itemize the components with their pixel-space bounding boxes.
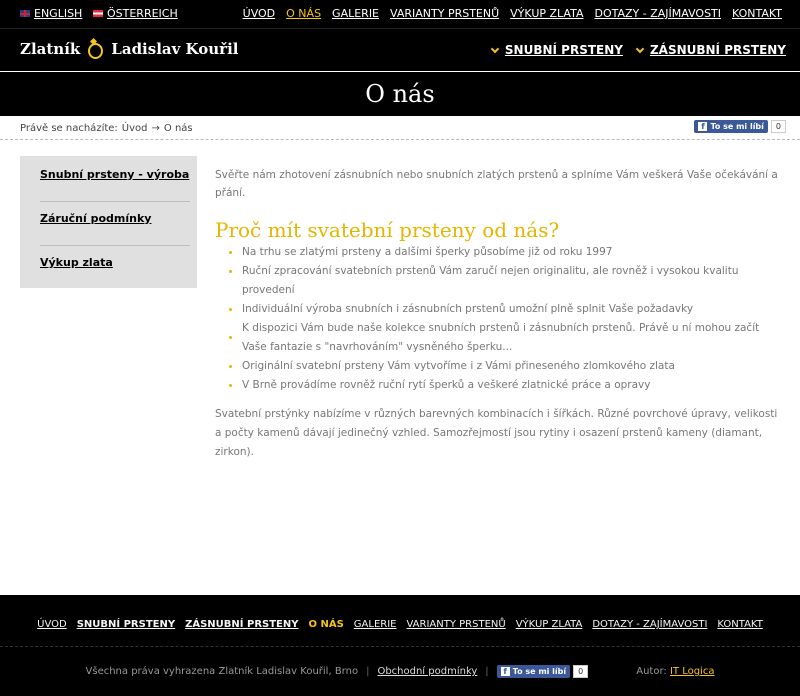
main-content [215, 166, 785, 462]
top-nav-uvod[interactable]: ÚVOD [242, 7, 276, 20]
austria-flag-icon [93, 10, 103, 17]
top-nav [243, 7, 782, 20]
top-nav-dotazy[interactable]: DOTAZY - ZAJÍMAVOSTI [594, 7, 722, 20]
footer-separator: | [366, 666, 370, 677]
footer-nav-varianty-prstenu[interactable]: VARIANTY PRSTENŮ [406, 619, 506, 630]
top-nav-o-nas[interactable]: O NÁS [286, 7, 322, 20]
list-item: Individuální výroba snubních i zásnubních prstenů umožní plně splnit Vaše požadavky [215, 300, 785, 319]
top-nav-varianty-prstenu[interactable]: VARIANTY PRSTENŮ [390, 7, 500, 20]
breadcrumb-home-link[interactable]: Úvod [121, 123, 148, 134]
main-nav [492, 43, 786, 57]
facebook-icon: f [501, 667, 510, 676]
outro-text: Svatební prstýnky nabízíme v různých barevných kombinacích i šířkách. Různé povrchové úpravy, velikosti a počty kamenů dávají jedinečný vzhled. Samozřejmostí jsou rytiny i osazení prstenů kameny (diamant, zirkon). [215, 408, 778, 458]
breadcrumb-arrow-icon: → [151, 123, 160, 134]
language-austria-link[interactable]: ÖSTERREICH [93, 7, 178, 20]
list-item: Ruční zpracování svatebních prstenů Vám zaručí nejen originalitu, ale rovněž i vysokou kvalitu provedení [215, 262, 785, 300]
top-nav-galerie[interactable]: GALERIE [332, 7, 380, 20]
sidebar-divider [40, 201, 190, 202]
footer-nav-snubni-prsteny[interactable]: SNUBNÍ PRSTENY [76, 619, 176, 630]
footer-nav-dotazy[interactable]: DOTAZY - ZAJÍMAVOSTI [592, 619, 708, 630]
title-band [0, 72, 800, 116]
sidebar-item-vykup-zlata[interactable]: Výkup zlata [40, 256, 113, 269]
footer-nav-zasnubni-prsteny[interactable]: ZÁSNUBNÍ PRSTENY [185, 619, 299, 630]
facebook-like-widget [694, 120, 786, 133]
facebook-like-button[interactable]: f To se mi líbí [497, 665, 570, 678]
footer-nav-galerie[interactable]: GALERIE [353, 619, 397, 630]
list-item: Originální svatební prsteny Vám vytvoříme i z Vámi přineseného zlomkového zlata [215, 357, 785, 376]
facebook-like-count: 0 [573, 665, 588, 678]
sidebar-item-snubni-prsteny-vyroba[interactable]: Snubní prsteny - výroba [40, 168, 190, 181]
list-item: Na trhu se zlatými prsteny a dalšími šperky působíme již od roku 1997 [215, 243, 785, 262]
intro-text: Svěřte nám zhotovení zásnubních nebo snubních zlatých prstenů a splníme Vám veškerá Vaše očekávání a přání. [215, 169, 778, 199]
sidebar-item-zarucni-podminky[interactable]: Záruční podmínky [40, 212, 152, 225]
content-heading: Proč mít svatební prsteny od nás? [215, 218, 560, 242]
copyright-text: Všechna práva vyhrazena Zlatník Ladislav Kouřil, Brno [85, 666, 359, 677]
breadcrumb-bar [0, 116, 800, 140]
terms-link[interactable]: Obchodní podmínky [377, 666, 478, 677]
main-nav-zasnubni-prsteny[interactable]: ZÁSNUBNÍ PRSTENY [637, 43, 786, 57]
footer-nav-o-nas[interactable]: O NÁS [308, 619, 344, 630]
top-bar [0, 0, 800, 28]
footer-divider [0, 646, 800, 647]
footer-nav-vykup-zlata[interactable]: VÝKUP ZLATA [515, 619, 583, 630]
sidebar [20, 156, 197, 288]
footer-nav-kontakt[interactable]: KONTAKT [717, 619, 763, 630]
page-title: O nás [365, 80, 435, 108]
language-english-link[interactable]: ENGLISH [20, 7, 82, 20]
facebook-like-count: 0 [771, 120, 786, 133]
footer-nav-uvod[interactable]: ÚVOD [37, 619, 67, 630]
footer-bottom [0, 665, 800, 678]
top-nav-kontakt[interactable]: KONTAKT [732, 7, 782, 20]
site-footer [0, 595, 800, 696]
chevron-down-icon [636, 44, 644, 52]
chevron-down-icon [491, 44, 499, 52]
list-item: V Brně provádíme rovněž ruční rytí šperků a veškeré zlatnické práce a opravy [215, 376, 785, 395]
footer-separator: | [485, 666, 489, 677]
breadcrumb-prefix: Právě se nacházíte: [20, 123, 118, 134]
facebook-like-button[interactable]: f To se mi líbí [694, 120, 767, 133]
uk-flag-icon [20, 10, 30, 17]
top-nav-vykup-zlata[interactable]: VÝKUP ZLATA [510, 7, 584, 20]
logo[interactable] [20, 39, 238, 58]
facebook-icon: f [698, 122, 707, 131]
author-link[interactable]: IT Logica [669, 666, 715, 677]
sidebar-divider [40, 245, 190, 246]
ring-icon [86, 39, 105, 58]
benefits-list [215, 243, 785, 395]
author-credit: Autor: IT Logica [636, 666, 715, 677]
main-nav-snubni-prsteny[interactable]: SNUBNÍ PRSTENY [492, 43, 623, 57]
logo-text-left: Zlatník [20, 39, 81, 58]
footer-facebook-like-widget [497, 665, 589, 678]
logo-text-right: Ladislav Kouřil [111, 39, 239, 58]
list-item: K dispozici Vám bude naše kolekce snubních prstenů i zásnubních prstenů. Právě u ní mohou začít Vaše fantazie s "navrhováním" vysněného šperku... [215, 319, 760, 357]
footer-nav [0, 619, 800, 630]
breadcrumb-current: O nás [163, 123, 193, 134]
site-header [0, 28, 800, 71]
breadcrumb [20, 123, 193, 134]
